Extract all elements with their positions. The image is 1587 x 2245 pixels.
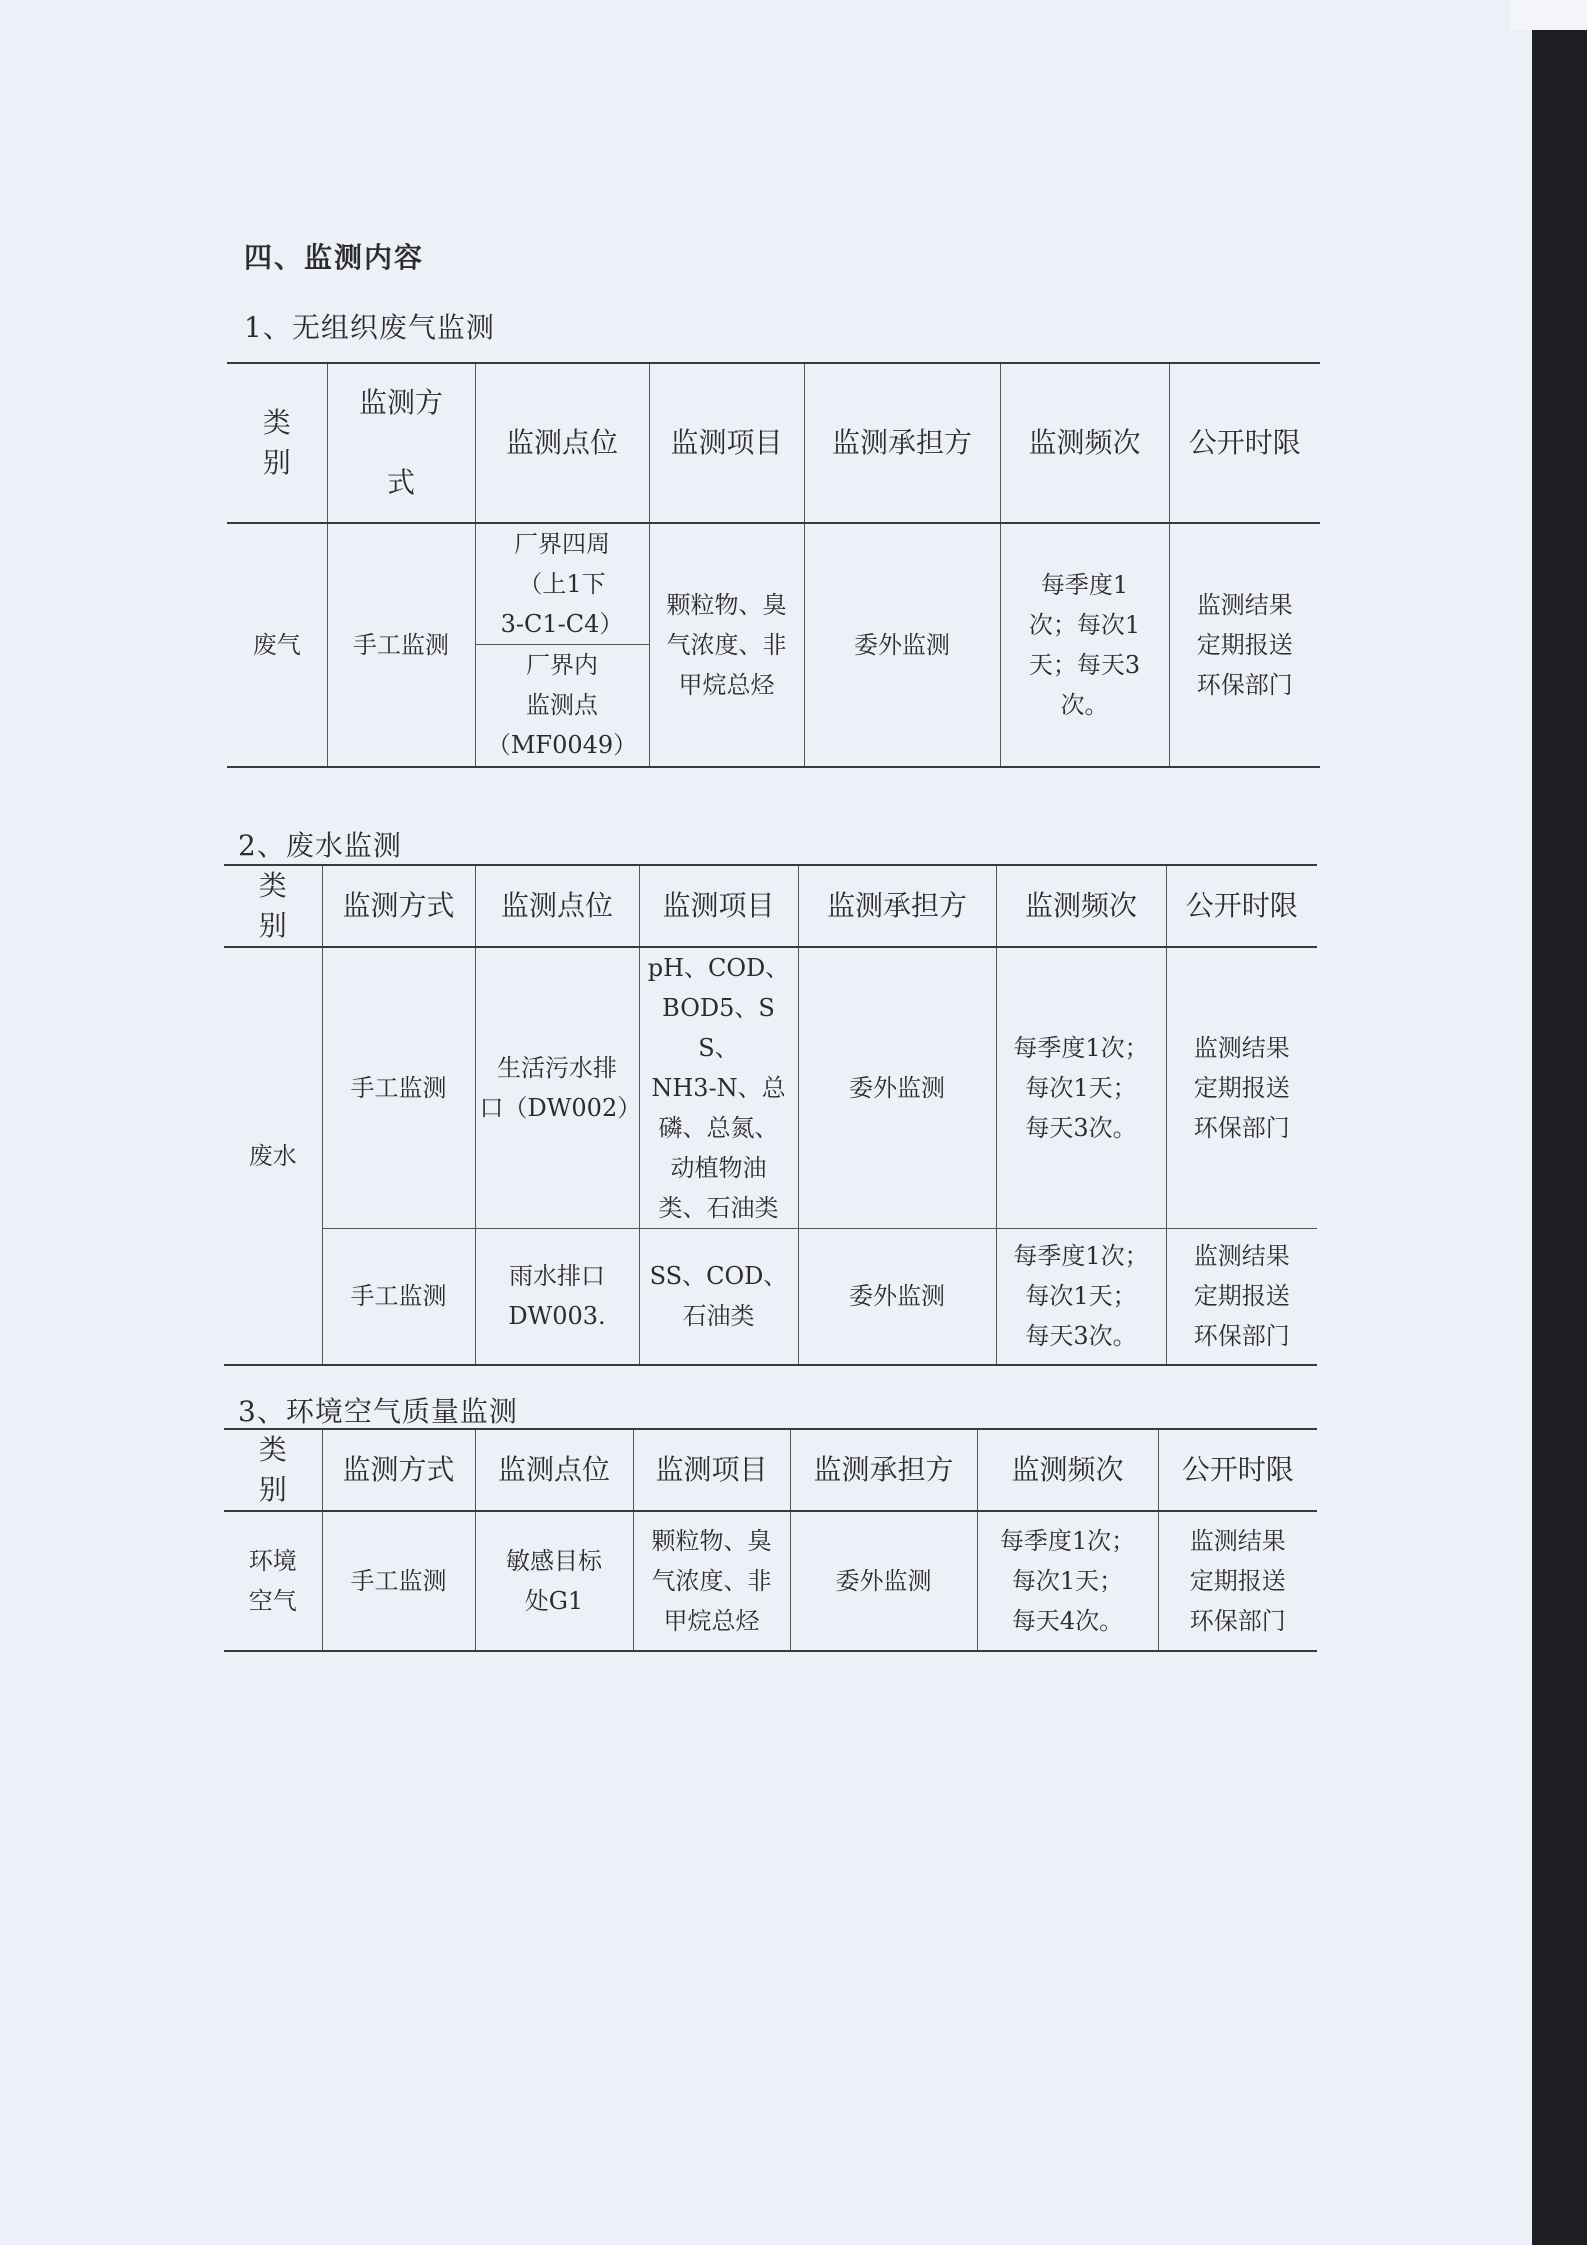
t2-r1-items: pH、COD、 BOD5、SS、 NH3-N、总 磷、总氮、 动植物油 类、石油类 bbox=[639, 947, 798, 1229]
table3-header-row bbox=[224, 1429, 1317, 1511]
t1-header-items: 监测项目 bbox=[649, 363, 804, 523]
t2-header-category: 类 别 bbox=[224, 865, 322, 947]
table-row bbox=[227, 523, 1320, 645]
t3-header-disclosure: 公开时限 bbox=[1158, 1429, 1317, 1511]
t1-header-party: 监测承担方 bbox=[804, 363, 1000, 523]
table2-header-row bbox=[224, 865, 1317, 947]
t3-frequency: 每季度1次； 每次1天； 每天4次。 bbox=[977, 1511, 1158, 1651]
table-row bbox=[224, 947, 1317, 1229]
t2-r1-point: 生活污水排 口（DW002） bbox=[475, 947, 639, 1229]
t2-r1-frequency: 每季度1次； 每次1天； 每天3次。 bbox=[996, 947, 1166, 1229]
t3-disclosure: 监测结果 定期报送 环保部门 bbox=[1158, 1511, 1317, 1651]
t1-party: 委外监测 bbox=[804, 523, 1000, 767]
t2-r1-party: 委外监测 bbox=[798, 947, 996, 1229]
t3-point: 敏感目标 处G1 bbox=[475, 1511, 633, 1651]
t3-header-items: 监测项目 bbox=[633, 1429, 790, 1511]
t2-r2-frequency: 每季度1次； 每次1天； 每天3次。 bbox=[996, 1229, 1166, 1365]
t1-point-b: 厂界内 监测点 （MF0049） bbox=[475, 645, 649, 767]
t3-header-point: 监测点位 bbox=[475, 1429, 633, 1511]
t3-items: 颗粒物、臭 气浓度、非 甲烷总烃 bbox=[633, 1511, 790, 1651]
table-row bbox=[224, 1511, 1317, 1651]
t1-header-category: 类 别 bbox=[227, 363, 327, 523]
t2-header-disclosure: 公开时限 bbox=[1166, 865, 1317, 947]
scan-corner bbox=[1510, 0, 1587, 30]
t1-header-point: 监测点位 bbox=[475, 363, 649, 523]
table-wastewater bbox=[224, 864, 1317, 1366]
t2-header-frequency: 监测频次 bbox=[996, 865, 1166, 947]
table1-title: 1、无组织废气监测 bbox=[244, 311, 495, 344]
section-title: 四、监测内容 bbox=[244, 241, 425, 274]
table-row bbox=[224, 1229, 1317, 1365]
table3-title: 3、环境空气质量监测 bbox=[238, 1395, 518, 1428]
t1-header-disclosure: 公开时限 bbox=[1169, 363, 1320, 523]
scan-edge-shadow bbox=[1532, 30, 1587, 2245]
t2-r1-method: 手工监测 bbox=[322, 947, 475, 1229]
table-ambient-air bbox=[224, 1428, 1317, 1652]
t1-category: 废气 bbox=[227, 523, 327, 767]
t1-disclosure: 监测结果 定期报送 环保部门 bbox=[1169, 523, 1320, 767]
table2-title: 2、废水监测 bbox=[238, 829, 402, 862]
t1-header-method: 监测方 式 bbox=[327, 363, 475, 523]
t2-r1-disclosure: 监测结果 定期报送 环保部门 bbox=[1166, 947, 1317, 1229]
t3-header-party: 监测承担方 bbox=[790, 1429, 977, 1511]
table-fugitive-exhaust bbox=[227, 362, 1320, 768]
t2-r2-party: 委外监测 bbox=[798, 1229, 996, 1365]
t3-party: 委外监测 bbox=[790, 1511, 977, 1651]
t3-header-method: 监测方式 bbox=[322, 1429, 475, 1511]
table1-header-row bbox=[227, 363, 1320, 523]
t2-header-items: 监测项目 bbox=[639, 865, 798, 947]
t1-items: 颗粒物、臭 气浓度、非 甲烷总烃 bbox=[649, 523, 804, 767]
t3-method: 手工监测 bbox=[322, 1511, 475, 1651]
t2-r2-items: SS、COD、 石油类 bbox=[639, 1229, 798, 1365]
t3-header-frequency: 监测频次 bbox=[977, 1429, 1158, 1511]
t1-point-a: 厂界四周 （上1下 3-C1-C4） bbox=[475, 523, 649, 645]
t1-header-frequency: 监测频次 bbox=[1000, 363, 1169, 523]
t3-category: 环境 空气 bbox=[224, 1511, 322, 1651]
t3-header-category: 类 别 bbox=[224, 1429, 322, 1511]
t2-header-method: 监测方式 bbox=[322, 865, 475, 947]
t2-header-point: 监测点位 bbox=[475, 865, 639, 947]
t2-r2-disclosure: 监测结果 定期报送 环保部门 bbox=[1166, 1229, 1317, 1365]
t2-category: 废水 bbox=[224, 947, 322, 1365]
t2-r2-method: 手工监测 bbox=[322, 1229, 475, 1365]
t1-method: 手工监测 bbox=[327, 523, 475, 767]
t2-r2-point: 雨水排口 DW003. bbox=[475, 1229, 639, 1365]
t1-frequency: 每季度1 次；每次1 天；每天3 次。 bbox=[1000, 523, 1169, 767]
t2-header-party: 监测承担方 bbox=[798, 865, 996, 947]
